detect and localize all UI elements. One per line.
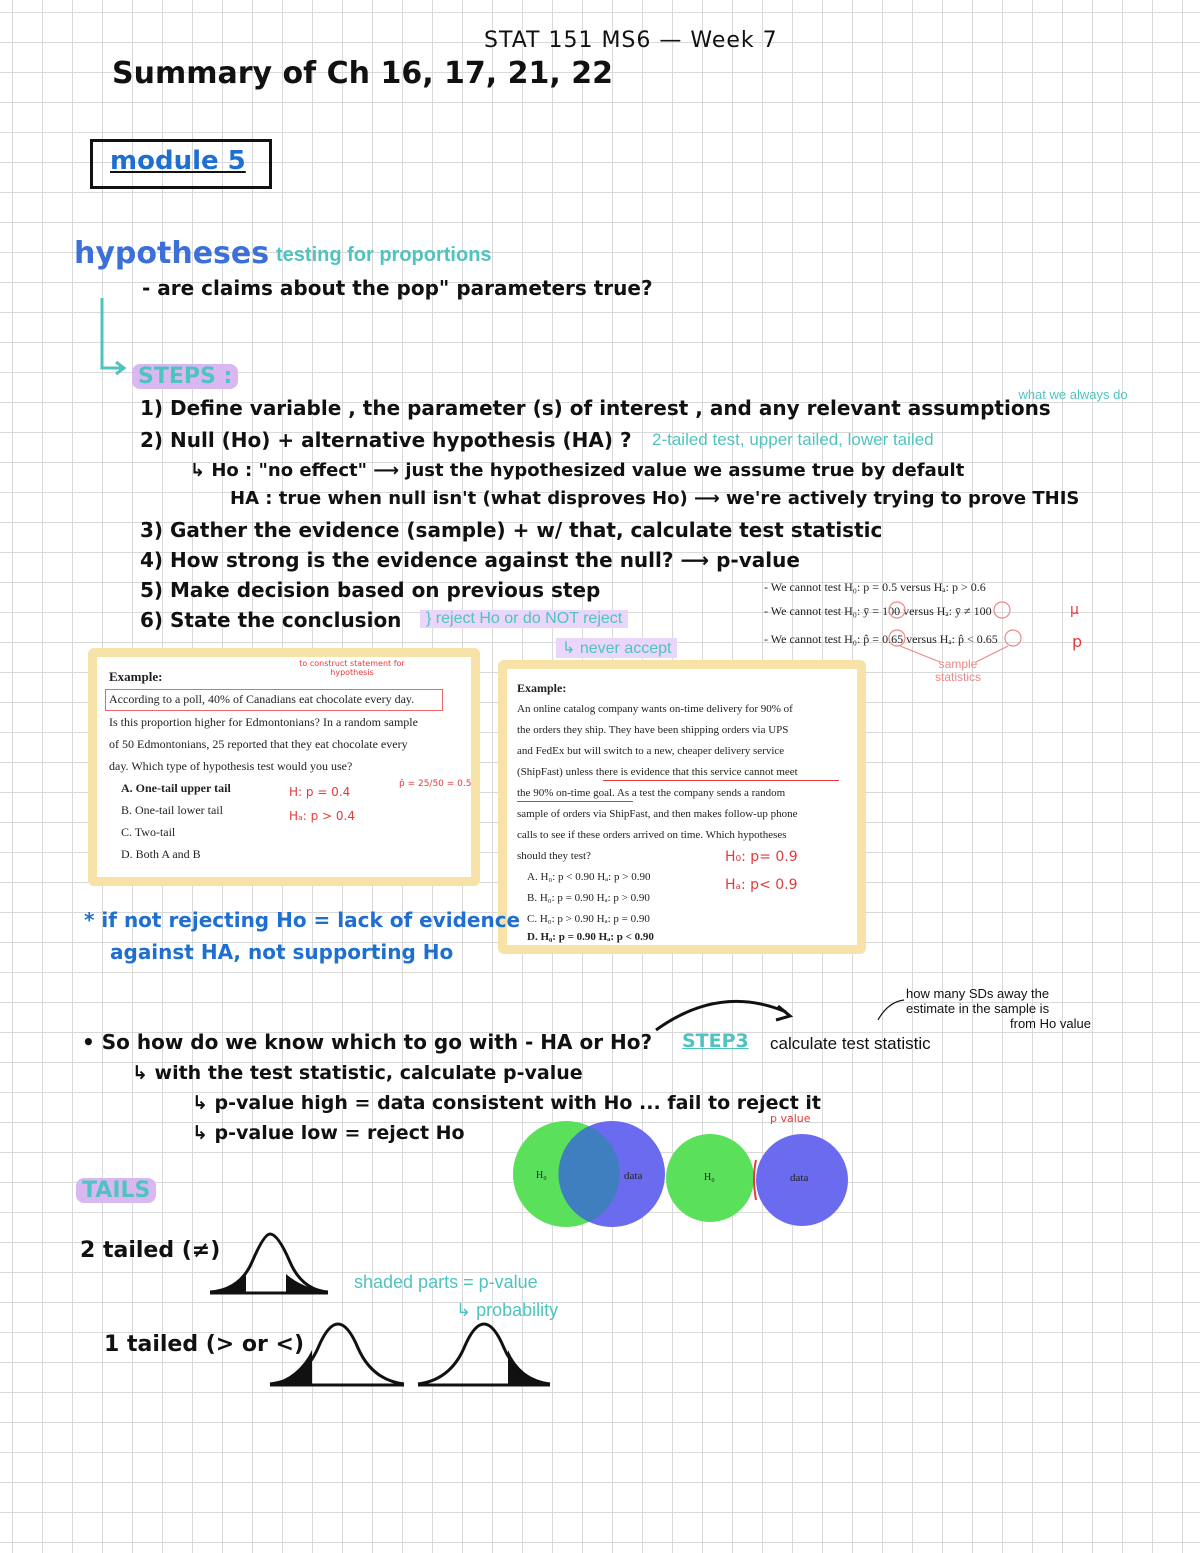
mu-symbol: μ	[1070, 602, 1079, 618]
pvalue-line-1: ↳ with the test statistic, calculate p-value	[132, 1062, 583, 1084]
cannot-test-3: - We cannot test H₀: p̂ = 0.65 versus Hₐ: p̂ < 0.65	[764, 632, 998, 646]
example2-ha: Hₐ: p< 0.9	[725, 877, 798, 893]
ha-line: HA : true when null isn't (what disproves Ho) ⟶ we're actively trying to prove THIS	[230, 488, 1080, 509]
pvalue-line-2: ↳ p-value high = data consistent with Ho ... fail to reject it	[192, 1092, 822, 1114]
step-3: 3) Gather the evidence (sample) + w/ that, calculate test statistic	[140, 518, 883, 542]
example1-option-b: B. One-tail lower tail	[121, 803, 223, 817]
example2-body-6: sample of orders via ShipFast, and then makes follow-up phone	[517, 808, 798, 820]
example1-title: Example:	[109, 669, 163, 684]
star-note-1: * if not rejecting Ho = lack of evidence	[84, 908, 521, 932]
cannot-test-2: - We cannot test H₀: ȳ = 100 versus Hₐ: ȳ ≠ 100	[764, 604, 992, 618]
example2-underline-2	[517, 801, 633, 802]
sample-stat-note: sample statistics	[934, 657, 981, 684]
example1-option-c: C. Two-tail	[121, 825, 176, 839]
example1-body-2: Is this proportion higher for Edmontonians? In a random sample	[109, 715, 418, 729]
step-2: 2) Null (Ho) + alternative hypothesis (HA) ?	[140, 428, 632, 452]
venn-diagram-separate	[664, 1130, 854, 1230]
venn2-h0: H₀	[704, 1172, 715, 1183]
two-tailed-label: 2 tailed (≠)	[80, 1238, 221, 1263]
example1-body-4: day. Which type of hypothesis test would you use?	[109, 759, 353, 773]
pvalue-label: p value	[770, 1112, 811, 1125]
hypotheses-question: - are claims about the pop" parameters true?	[142, 276, 653, 300]
steps-label: STEPS :	[132, 364, 238, 389]
sample-stat-lines-icon	[880, 596, 1030, 666]
example2-option-c: C. H₀: p > 0.90 Hₐ: p = 0.90	[527, 913, 650, 925]
example1-phat: p̂ = 25/50 = 0.5	[399, 779, 472, 789]
example2-body-5: the 90% on-time goal. As a test the company sends a random	[517, 787, 786, 799]
example1-card	[88, 648, 480, 886]
ho-line: ↳ Ho : "no effect" ⟶ just the hypothesized value we assume true by default	[190, 460, 965, 481]
lower-tail-curve-icon	[268, 1320, 408, 1388]
example2-option-d: D. H₀: p = 0.90 Hₐ: p < 0.90	[527, 931, 654, 943]
probability-note: ↳ probability	[456, 1300, 559, 1320]
venn2-data: data	[790, 1172, 809, 1184]
shaded-note: shaded parts = p-value	[354, 1272, 538, 1292]
pvalue-line-3: ↳ p-value low = reject Ho	[192, 1122, 465, 1144]
hypotheses-heading: hypotheses	[74, 236, 270, 271]
which-question: • So how do we know which to go with - HA or Ho?	[82, 1030, 653, 1054]
venn1-h0: H₀	[536, 1170, 547, 1181]
example2-body-1: An online catalog company wants on-time delivery for 90% of	[517, 703, 793, 715]
note-tails: 2-tailed test, upper tailed, lower tailed	[652, 430, 934, 449]
example2-option-a: A. H₀: p < 0.90 Hₐ: p > 0.90	[527, 871, 651, 883]
example1-option-a: A. One-tail upper tail	[121, 781, 231, 795]
example1-body-3: of 50 Edmontonians, 25 reported that they eat chocolate every	[109, 737, 408, 751]
one-tailed-label: 1 tailed (> or <)	[104, 1332, 304, 1357]
note-always: what we always do	[1018, 387, 1128, 402]
cannot-test-1: - We cannot test H₀: p = 0.5 versus Hₐ: p > 0.6	[764, 580, 986, 594]
example2-card	[498, 660, 866, 954]
example2-body-3: and FedEx but will switch to a new, cheaper delivery service	[517, 745, 785, 757]
venn1-data: data	[624, 1170, 643, 1182]
teal-arrow-icon	[92, 296, 132, 386]
example2-body-7: calls to see if these orders arrived on time. Which hypotheses	[517, 829, 787, 841]
step-4: 4) How strong is the evidence against the null? ⟶ p-value	[140, 548, 800, 572]
example2-body-8: should they test?	[517, 850, 591, 862]
venn-diagram-overlap	[510, 1118, 670, 1230]
hypotheses-subheading: testing for proportions	[276, 244, 492, 266]
p-symbol: p	[1072, 632, 1083, 651]
example1-option-d: D. Both A and B	[121, 847, 201, 861]
reject-note: } reject Ho or do NOT reject	[420, 610, 628, 628]
sds-note-1: how many SDs away the	[906, 986, 1050, 1001]
step-1: 1) Define variable , the parameter (s) of interest , and any relevant assumptions	[140, 396, 1051, 420]
sds-note-3: from Ho value	[1010, 1016, 1091, 1031]
sds-arrow-icon	[870, 996, 910, 1026]
example2-body-2: the orders they ship. They have been shipping orders via UPS	[517, 724, 789, 736]
example1-annotation: to construct statement for hypothesis	[299, 659, 405, 677]
star-note-2: against HA, not supporting Ho	[110, 940, 454, 964]
step-6: 6) State the conclusion	[140, 608, 402, 632]
step-5: 5) Make decision based on previous step	[140, 578, 601, 602]
page-title: Summary of Ch 16, 17, 21, 22	[112, 56, 613, 91]
course-title: STAT 151 MS6 — Week 7	[484, 28, 778, 53]
example2-underline	[603, 780, 839, 781]
never-accept: ↳ never accept	[556, 638, 677, 658]
two-tailed-curve-icon	[206, 1232, 336, 1298]
example2-option-b: B. H₀: p = 0.90 Hₐ: p > 0.90	[527, 892, 650, 904]
upper-tail-curve-icon	[414, 1320, 554, 1388]
calc-stat: calculate test statistic	[770, 1034, 931, 1053]
tails-label: TAILS	[76, 1178, 156, 1203]
example2-body-4: (ShipFast) unless there is evidence that this service cannot meet	[517, 766, 798, 778]
module-label: module 5	[110, 146, 246, 176]
sds-note-2: estimate in the sample is	[906, 1001, 1050, 1016]
step3-label: STEP3	[682, 1030, 749, 1052]
example2-h0: H₀: p= 0.9	[725, 849, 798, 865]
example1-ha: Hₐ: p > 0.4	[289, 809, 355, 823]
example2-title: Example:	[517, 681, 567, 695]
example1-h0: H: p = 0.4	[289, 785, 351, 799]
example1-body-1: According to a poll, 40% of Canadians eat chocolate every day.	[109, 692, 415, 706]
